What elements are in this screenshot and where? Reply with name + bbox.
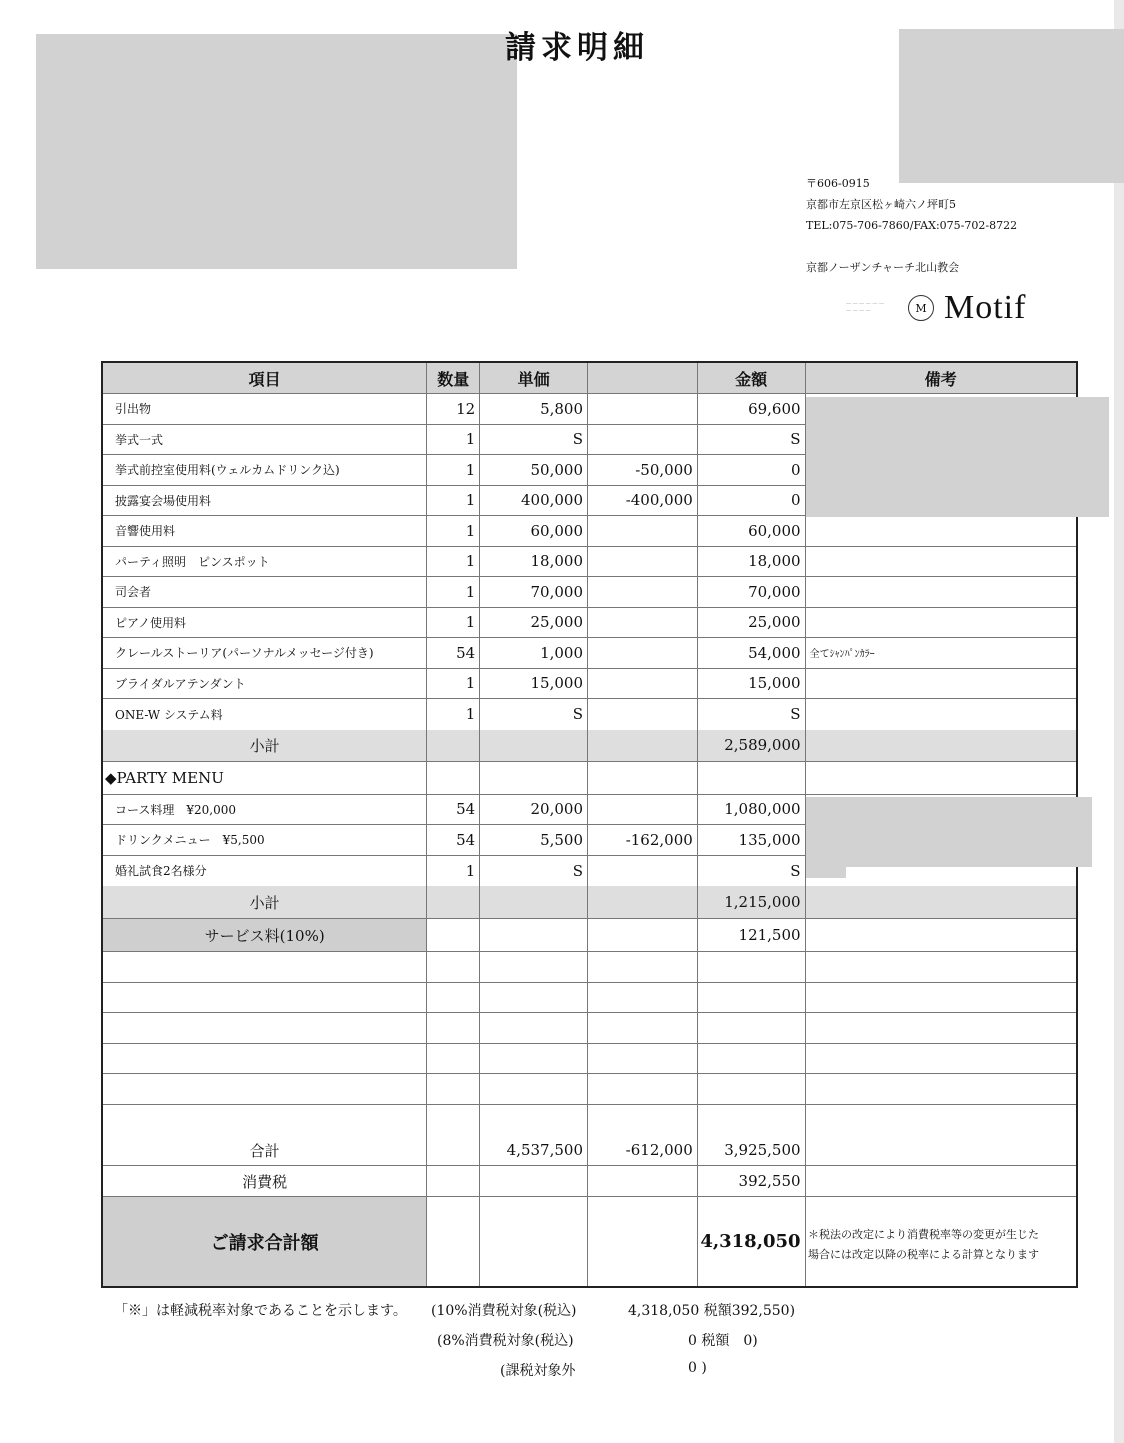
item-discount bbox=[588, 795, 698, 825]
redacted-notes-1 bbox=[806, 397, 1109, 517]
company-address: 京都市左京区松ヶ崎六ノ坪町5 bbox=[806, 198, 956, 211]
item-name: 司会者 bbox=[103, 577, 427, 607]
item-amount: S bbox=[698, 425, 806, 455]
item-qty: 54 bbox=[427, 825, 480, 855]
item-discount bbox=[588, 608, 698, 638]
item-amount: 1,080,000 bbox=[698, 795, 806, 825]
item-discount bbox=[588, 394, 698, 424]
blank-row bbox=[103, 952, 1076, 983]
venue-name: 京都ノーザンチャーチ北山教会 bbox=[806, 261, 960, 274]
item-note bbox=[806, 669, 1076, 699]
item-amount: 18,000 bbox=[698, 547, 806, 577]
subtotal-amount: 2,589,000 bbox=[698, 730, 806, 761]
item-name: パーティ照明 ピンスポット bbox=[103, 547, 427, 577]
item-name: 披露宴会場使用料 bbox=[103, 486, 427, 516]
blank-row bbox=[103, 983, 1076, 1014]
table-row bbox=[103, 516, 1076, 547]
item-discount bbox=[588, 516, 698, 546]
logo-text: Motif bbox=[944, 289, 1027, 326]
subtotal-row-2 bbox=[103, 886, 1076, 919]
item-note: 全てｼｬﾝﾊﾟﾝｶﾗｰ bbox=[809, 649, 875, 661]
redacted-recipient bbox=[36, 34, 517, 269]
item-note bbox=[806, 577, 1076, 607]
item-price: 60,000 bbox=[480, 516, 588, 546]
header-item: 項目 bbox=[103, 363, 427, 393]
item-discount bbox=[588, 856, 698, 887]
item-name: 挙式一式 bbox=[103, 425, 427, 455]
item-price: 50,000 bbox=[480, 455, 588, 485]
item-price: 5,500 bbox=[480, 825, 588, 855]
footer-10-label: (10%消費税対象(税込) bbox=[431, 1303, 577, 1319]
item-amount: S bbox=[698, 856, 806, 887]
item-discount bbox=[588, 577, 698, 607]
item-amount: 15,000 bbox=[698, 669, 806, 699]
service-label: サービス料(10%) bbox=[103, 919, 427, 951]
item-amount: 25,000 bbox=[698, 608, 806, 638]
blank-row bbox=[103, 1044, 1076, 1075]
logo-tagline: — — — — — — — — — — bbox=[846, 301, 884, 314]
total-discount: -612,000 bbox=[588, 1135, 698, 1165]
item-price: 15,000 bbox=[480, 669, 588, 699]
subtotal-amount-2: 1,215,000 bbox=[698, 886, 806, 918]
item-price: S bbox=[480, 699, 588, 730]
item-name: 音響使用料 bbox=[103, 516, 427, 546]
item-name: コース料理 ¥20,000 bbox=[103, 795, 427, 825]
item-qty: 54 bbox=[427, 638, 480, 668]
total-price: 4,537,500 bbox=[480, 1135, 588, 1165]
item-note bbox=[806, 608, 1076, 638]
header-price: 単価 bbox=[480, 363, 588, 393]
item-amount: 0 bbox=[698, 455, 806, 485]
subtotal-label: 小計 bbox=[103, 730, 427, 761]
service-row bbox=[103, 919, 1076, 952]
item-discount bbox=[588, 425, 698, 455]
item-amount: S bbox=[698, 699, 806, 730]
item-qty: 1 bbox=[427, 856, 480, 887]
item-price: 20,000 bbox=[480, 795, 588, 825]
item-price: 5,800 bbox=[480, 394, 588, 424]
grand-total-amount: 4,318,050 bbox=[698, 1197, 806, 1286]
grand-total-label: ご請求合計額 bbox=[103, 1197, 427, 1286]
item-note bbox=[806, 516, 1076, 546]
item-name: ピアノ使用料 bbox=[103, 608, 427, 638]
table-header bbox=[103, 363, 1076, 394]
item-qty: 1 bbox=[427, 455, 480, 485]
footer-nontax-value: 0 ) bbox=[688, 1360, 707, 1376]
item-name: ドリンクメニュー ¥5,500 bbox=[103, 825, 427, 855]
item-discount bbox=[588, 547, 698, 577]
table-row bbox=[103, 638, 1076, 669]
party-menu-header-row bbox=[103, 762, 1076, 795]
item-discount: -400,000 bbox=[588, 486, 698, 516]
item-name: 挙式前控室使用料(ウェルカムドリンク込) bbox=[103, 455, 427, 485]
item-amount: 60,000 bbox=[698, 516, 806, 546]
page-edge bbox=[1114, 0, 1124, 1443]
header-amount: 金額 bbox=[698, 363, 806, 393]
table-row bbox=[103, 669, 1076, 700]
subtotal-row bbox=[103, 730, 1076, 762]
party-menu-header: ◆PARTY MENU bbox=[103, 762, 427, 794]
item-qty: 1 bbox=[427, 699, 480, 730]
item-amount: 0 bbox=[698, 486, 806, 516]
total-amount: 3,925,500 bbox=[698, 1135, 806, 1165]
redacted-notes-2 bbox=[806, 797, 1092, 867]
item-amount: 69,600 bbox=[698, 394, 806, 424]
table-row bbox=[103, 608, 1076, 639]
total-label: 合計 bbox=[103, 1135, 427, 1165]
blank-row bbox=[103, 1105, 1076, 1136]
item-discount: -50,000 bbox=[588, 455, 698, 485]
header-note: 備考 bbox=[806, 363, 1076, 393]
redacted-notes-3 bbox=[806, 866, 846, 878]
tax-amount: 392,550 bbox=[698, 1166, 806, 1196]
item-qty: 12 bbox=[427, 394, 480, 424]
item-price: 1,000 bbox=[480, 638, 588, 668]
item-qty: 1 bbox=[427, 516, 480, 546]
company-tel-fax: TEL:075-706-7860/FAX:075-702-8722 bbox=[806, 219, 1018, 232]
item-qty: 1 bbox=[427, 577, 480, 607]
item-name: ONE-W システム料 bbox=[103, 699, 427, 730]
item-qty: 1 bbox=[427, 425, 480, 455]
item-amount: 135,000 bbox=[698, 825, 806, 855]
blank-row bbox=[103, 1074, 1076, 1105]
header-qty: 数量 bbox=[427, 363, 480, 393]
item-qty: 54 bbox=[427, 795, 480, 825]
item-amount: 54,000 bbox=[698, 638, 806, 668]
tax-row bbox=[103, 1166, 1076, 1197]
item-qty: 1 bbox=[427, 486, 480, 516]
item-name: ブライダルアテンダント bbox=[103, 669, 427, 699]
item-price: 400,000 bbox=[480, 486, 588, 516]
item-note bbox=[806, 699, 1076, 730]
postal-code: 〒606-0915 bbox=[806, 177, 870, 190]
item-qty: 1 bbox=[427, 669, 480, 699]
footer-reduced-tax-note: 「※」は軽減税率対象であることを示します。 bbox=[114, 1303, 407, 1319]
table-row bbox=[103, 547, 1076, 578]
page-title: 請求明細 bbox=[505, 30, 649, 66]
subtotal-label-2: 小計 bbox=[103, 886, 427, 918]
item-name: 婚礼試食2名様分 bbox=[103, 856, 427, 887]
item-discount bbox=[588, 699, 698, 730]
tax-law-note: ＊税法の改定により消費税率等の変更が生じた 場合には改定以降の税率による計算となります bbox=[808, 1228, 1039, 1261]
table-row bbox=[103, 699, 1076, 730]
item-discount bbox=[588, 669, 698, 699]
item-qty: 1 bbox=[427, 547, 480, 577]
header-discount bbox=[588, 363, 698, 393]
blank-rows bbox=[103, 952, 1076, 1135]
item-qty: 1 bbox=[427, 608, 480, 638]
item-price: S bbox=[480, 425, 588, 455]
item-name: 引出物 bbox=[103, 394, 427, 424]
motif-logo bbox=[846, 289, 1026, 327]
table-row bbox=[103, 577, 1076, 608]
item-name: クレールストーリア(パーソナルメッセージ付き) bbox=[103, 638, 427, 668]
redacted-stamp bbox=[899, 29, 1124, 183]
item-price: S bbox=[480, 856, 588, 887]
service-amount: 121,500 bbox=[698, 919, 806, 951]
item-amount: 70,000 bbox=[698, 577, 806, 607]
item-price: 70,000 bbox=[480, 577, 588, 607]
item-discount bbox=[588, 638, 698, 668]
total-row bbox=[103, 1135, 1076, 1166]
item-note bbox=[806, 547, 1076, 577]
footer-8-label: (8%消費税対象(税込) bbox=[437, 1333, 574, 1349]
item-discount: -162,000 bbox=[588, 825, 698, 855]
tax-label: 消費税 bbox=[103, 1166, 427, 1196]
footer-8-value: 0 税額 0) bbox=[688, 1333, 758, 1349]
logo-mark-icon: M bbox=[908, 295, 934, 321]
item-price: 25,000 bbox=[480, 608, 588, 638]
blank-row bbox=[103, 1013, 1076, 1044]
item-price: 18,000 bbox=[480, 547, 588, 577]
footer-10-value: 4,318,050 税額392,550) bbox=[628, 1303, 796, 1319]
footer-nontax-label: (課税対象外 bbox=[500, 1363, 576, 1379]
